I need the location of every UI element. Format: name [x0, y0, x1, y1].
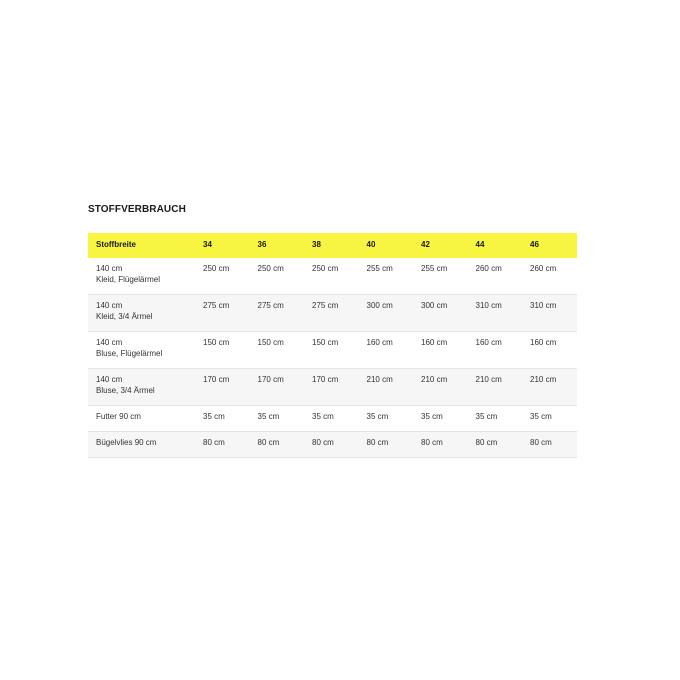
table-cell: 250 cm: [250, 258, 305, 295]
table-row: [88, 295, 577, 332]
column-header-size-40: 40: [366, 240, 376, 250]
table-cell: 275 cm: [250, 295, 305, 332]
table-cell: 250 cm: [304, 258, 359, 295]
table-cell: 170 cm: [195, 369, 250, 406]
table-cell: 255 cm: [413, 258, 468, 295]
table-cell: 150 cm: [250, 332, 305, 369]
table-row: [88, 432, 577, 458]
table-row: [88, 332, 577, 369]
row-label: [88, 258, 195, 295]
table-cell: 160 cm: [522, 332, 577, 369]
table-cell: 310 cm: [522, 295, 577, 332]
row-label-line: 140 cm: [96, 264, 123, 273]
page-title: STOFFVERBRAUCH: [88, 204, 186, 215]
table-cell: 260 cm: [522, 258, 577, 295]
row-label: [88, 432, 195, 458]
table-cell: 250 cm: [195, 258, 250, 295]
row-label-line: 140 cm: [96, 375, 123, 384]
table-cell: 210 cm: [522, 369, 577, 406]
column-header-size-34: 34: [203, 240, 212, 250]
row-label-line: Bluse, Flügelärmel: [96, 348, 163, 358]
table-cell: 300 cm: [413, 295, 468, 332]
table-cell: 80 cm: [413, 432, 468, 458]
table-cell: 80 cm: [522, 432, 577, 458]
row-label: [88, 406, 195, 432]
table-cell: 35 cm: [522, 406, 577, 432]
column-header-size-44: 44: [475, 240, 485, 250]
table-cell: 35 cm: [359, 406, 414, 432]
table-row: [88, 258, 577, 295]
column-header-size-42: 42: [421, 240, 430, 250]
table-cell: 35 cm: [250, 406, 305, 432]
column-header-size-38: 38: [312, 240, 321, 250]
table-cell: 260 cm: [468, 258, 523, 295]
row-label-line: 140 cm: [96, 338, 123, 347]
table-cell: 170 cm: [250, 369, 305, 406]
table-cell: 170 cm: [304, 369, 359, 406]
table-cell: 35 cm: [468, 406, 523, 432]
table-cell: 35 cm: [304, 406, 359, 432]
table-cell: 300 cm: [359, 295, 414, 332]
column-header-fabric-width: Stoffbreite: [96, 240, 136, 250]
row-label-line: Kleid, Flügelärmel: [96, 274, 161, 284]
table-cell: 160 cm: [413, 332, 468, 369]
table-cell: 160 cm: [468, 332, 523, 369]
column-header-size-46: 46: [530, 240, 539, 250]
table-cell: 35 cm: [195, 406, 250, 432]
table-cell: 150 cm: [195, 332, 250, 369]
table-cell: 255 cm: [359, 258, 414, 295]
table-cell: 35 cm: [413, 406, 468, 432]
row-label: [88, 332, 195, 369]
row-label-line: Bluse, 3/4 Ärmel: [96, 385, 155, 395]
table-cell: 80 cm: [359, 432, 414, 458]
table-cell: 210 cm: [468, 369, 523, 406]
table-row: [88, 406, 577, 432]
table-cell: 160 cm: [359, 332, 414, 369]
table-cell: 80 cm: [468, 432, 523, 458]
table-cell: 80 cm: [195, 432, 250, 458]
table-cell: 275 cm: [304, 295, 359, 332]
table-cell: 310 cm: [468, 295, 523, 332]
table-cell: 210 cm: [413, 369, 468, 406]
row-label: [88, 295, 195, 332]
column-header-size-36: 36: [257, 240, 267, 250]
fabric-usage-table: [88, 233, 577, 458]
table-cell: 150 cm: [304, 332, 359, 369]
table-row: [88, 369, 577, 406]
table-cell: 80 cm: [250, 432, 305, 458]
row-label-line: Kleid, 3/4 Ärmel: [96, 311, 153, 321]
row-label: [88, 369, 195, 406]
row-label-line: 140 cm: [96, 301, 123, 310]
table-cell: 275 cm: [195, 295, 250, 332]
row-label-line: Bügelvlies 90 cm: [96, 438, 157, 447]
row-label-line: Futter 90 cm: [96, 412, 141, 421]
table-header-row: [88, 233, 577, 258]
table-cell: 210 cm: [359, 369, 414, 406]
table-cell: 80 cm: [304, 432, 359, 458]
